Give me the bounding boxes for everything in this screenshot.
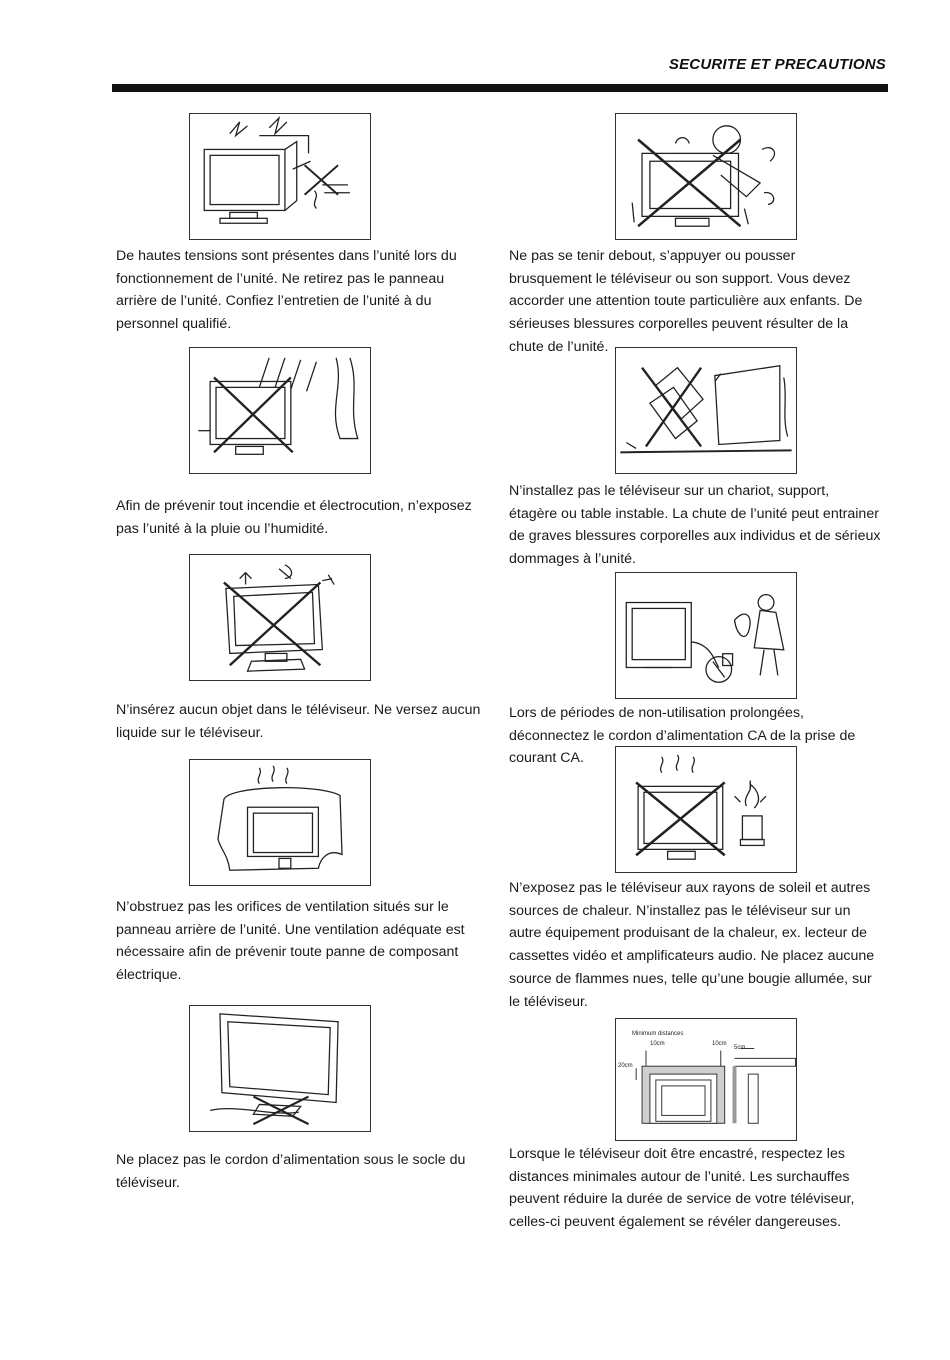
- insert-object-illustration: [190, 555, 370, 680]
- right-paragraph-4: N’exposez pas le téléviseur aux rayons de soleil et autres sources de chaleur. N’installez pas le téléviseur sur un autre équipement produisant de la chaleur, ex. lecteur de cassettes vidéo et amplificateurs audio. Ne placez aucune source de flammes nues, telle qu’une bougie allumée, sur le téléviseur.: [509, 880, 875, 1010]
- power-cord-illustration: [190, 1006, 370, 1131]
- right-paragraph-5: Lorsque le téléviseur doit être encastré, respectez les distances minimales autour de l’unité. Les surchauffes peuvent réduire la durée de service de votre téléviseur, celles-ci peuvent également se révéler dangereuses.: [509, 1146, 855, 1231]
- left-paragraph-2: Afin de prévenir tout incendie et électrocution, n’exposez pas l’unité à la pluie ou l’humidité.: [116, 498, 472, 537]
- power-cord-figure: [189, 1005, 371, 1132]
- high-voltage-illustration: [190, 114, 370, 239]
- unplug-illustration: [616, 573, 796, 698]
- minimum-distances-figure: [615, 1018, 797, 1141]
- insert-object-figure: [189, 554, 371, 681]
- high-voltage-figure: [189, 113, 371, 240]
- left-paragraph-4: N’obstruez pas les orifices de ventilation situés sur le panneau arrière de l’unité. Une ventilation adéquate est nécessaire afin de prévenir toute panne de composant électrique.: [116, 899, 465, 984]
- page-header-title: SECURITE ET PRECAUTIONS: [668, 56, 886, 73]
- distance-top-right: 10cm: [712, 1041, 727, 1047]
- distance-side: 5cm: [734, 1045, 746, 1051]
- rain-illustration: [190, 348, 370, 473]
- rain-figure: [189, 347, 371, 474]
- distance-top-left: 10cm: [650, 1041, 665, 1047]
- unstable-stand-illustration: [616, 348, 796, 473]
- left-paragraph-3: N’insérez aucun objet dans le téléviseur. Ne versez aucun liquide sur le téléviseur.: [116, 702, 481, 741]
- header-rule: [112, 84, 888, 92]
- minimum-distances-illustration: [616, 1019, 796, 1140]
- right-paragraph-1: Ne pas se tenir debout, s’appuyer ou pousser brusquement le téléviseur ou son support. Vous devez accorder une attention toute particulière aux enfants. De sérieuses blessures corporelles peuvent résulter de la chute de l’unité.: [509, 248, 863, 355]
- distances-title: Minimum distances: [632, 1031, 684, 1037]
- ventilation-illustration: [190, 760, 370, 885]
- right-paragraph-2: N’installez pas le téléviseur sur un chariot, support, étagère ou table instable. La chute de l’unité peut entrainer de graves blessures corporelles aux individus et de sérieux dommages à l’unité.: [509, 483, 881, 568]
- heat-source-illustration: [616, 747, 796, 872]
- child-push-illustration: [616, 114, 796, 239]
- child-push-figure: [615, 113, 797, 240]
- unplug-figure: [615, 572, 797, 699]
- heat-source-figure: [615, 746, 797, 873]
- right-paragraph-3: Lors de périodes de non-utilisation prolongées, déconnectez le cordon d’alimentation CA de la prise de courant CA.: [509, 705, 856, 767]
- unstable-stand-figure: [615, 347, 797, 474]
- left-paragraph-5: Ne placez pas le cordon d’alimentation sous le socle du téléviseur.: [116, 1152, 466, 1191]
- distance-left: 20cm: [618, 1063, 633, 1069]
- left-paragraph-1: De hautes tensions sont présentes dans l’unité lors du fonctionnement de l’unité. Ne retirez pas le panneau arrière de l’unité. Confiez l’entretien de l’unité à du personnel qualifié.: [116, 248, 457, 333]
- ventilation-figure: [189, 759, 371, 886]
